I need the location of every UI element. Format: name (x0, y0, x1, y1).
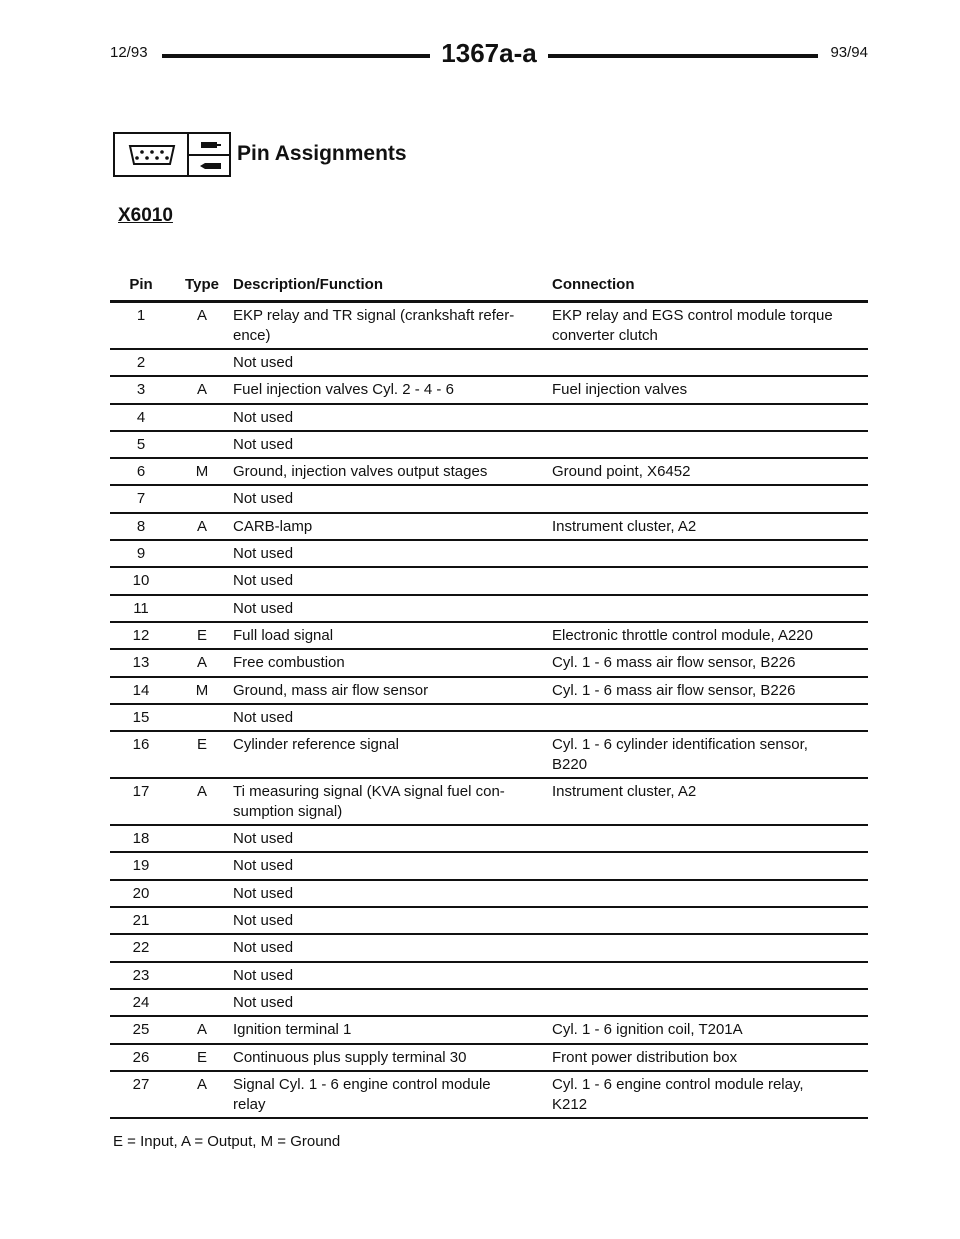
table-row (110, 678, 868, 705)
table-row (110, 541, 868, 568)
table-row (110, 405, 868, 432)
table-row (110, 881, 868, 908)
cell-pin: 20 (132, 884, 150, 902)
cell-description: Not used (233, 545, 294, 563)
cell-connection: Electronic throttle control module, A220 (552, 626, 813, 644)
cell-description: Signal Cyl. 1 - 6 engine control module relay (233, 1075, 491, 1113)
cell-connection: Instrument cluster, A2 (552, 517, 697, 535)
icon-box (113, 132, 231, 177)
cell-type: A (196, 517, 207, 535)
table-row (110, 963, 868, 990)
table-row (110, 935, 868, 962)
table-row (110, 596, 868, 623)
cell-pin: 9 (136, 545, 146, 563)
cell-pin: 26 (132, 1048, 150, 1066)
cell-pin: 27 (132, 1075, 150, 1093)
cell-pin: 8 (136, 517, 146, 535)
cell-connection: Cyl. 1 - 6 cylinder identification sensor, B220 (552, 736, 808, 774)
pin-table (110, 276, 868, 1119)
table-row (110, 779, 868, 826)
connector-id: X6010 (118, 205, 173, 226)
cell-type: M (195, 681, 209, 699)
table-row (110, 303, 868, 350)
cell-type: E (196, 1048, 207, 1066)
cell-description: EKP relay and TR signal (crankshaft refer- ence) (233, 307, 515, 344)
cell-pin: 22 (132, 939, 150, 957)
cell-connection: Cyl. 1 - 6 mass air flow sensor, B226 (552, 681, 796, 699)
cell-description: Ti measuring signal (KVA signal fuel con- sumption signal) (233, 783, 505, 821)
cell-type: A (196, 381, 207, 399)
cell-description: Ground, injection valves output stages (233, 463, 488, 481)
table-row (110, 350, 868, 377)
cell-connection: Instrument cluster, A2 (552, 783, 697, 801)
cell-pin: 24 (132, 993, 150, 1011)
cell-description: Not used (233, 966, 294, 984)
cell-description: Free combustion (233, 654, 345, 672)
table-row (110, 705, 868, 732)
table-row (110, 568, 868, 595)
pin-plug-icon (199, 136, 223, 176)
table-header (110, 276, 868, 303)
cell-connection: Cyl. 1 - 6 ignition coil, T201A (552, 1021, 743, 1039)
cell-pin: 1 (136, 307, 146, 324)
cell-description: Ground, mass air flow sensor (233, 681, 429, 699)
cell-pin: 13 (132, 654, 150, 672)
table-row (110, 1072, 868, 1119)
table-row (110, 514, 868, 541)
header-pin: Pin (129, 276, 153, 293)
cell-description: Fuel injection valves Cyl. 2 - 4 - 6 (233, 381, 454, 399)
cell-connection: Cyl. 1 - 6 mass air flow sensor, B226 (552, 654, 796, 672)
cell-type: E (196, 626, 207, 644)
cell-description: Not used (233, 993, 294, 1011)
cell-description: Not used (233, 830, 294, 848)
legend: E = Input, A = Output, M = Ground (113, 1133, 341, 1150)
cell-connection: EKP relay and EGS control module torque converter clutch (552, 307, 833, 344)
table-row (110, 650, 868, 677)
cell-pin: 2 (136, 354, 146, 371)
header-rule-right (548, 54, 818, 58)
cell-pin: 6 (136, 463, 146, 481)
table-row (110, 853, 868, 880)
cell-pin: 19 (132, 857, 150, 875)
cell-pin: 16 (132, 736, 150, 754)
cell-pin: 18 (132, 830, 150, 848)
cell-connection: Front power distribution box (552, 1048, 738, 1066)
table-row (110, 623, 868, 650)
document-number: 1367a-a (441, 38, 537, 68)
cell-description: Cylinder reference signal (233, 736, 399, 754)
cell-description: Not used (233, 354, 294, 371)
table-row (110, 1045, 868, 1072)
cell-type: A (196, 654, 207, 672)
page-header (110, 40, 868, 70)
table-row (110, 377, 868, 404)
cell-type: A (196, 1075, 207, 1093)
header-description: Description/Function (233, 276, 383, 293)
cell-description: CARB-lamp (233, 517, 313, 535)
table-row (110, 732, 868, 779)
cell-description: Continuous plus supply terminal 30 (233, 1048, 467, 1066)
cell-pin: 3 (136, 381, 146, 399)
cell-pin: 15 (132, 708, 150, 726)
header-connection: Connection (552, 276, 635, 293)
cell-description: Full load signal (233, 626, 334, 644)
table-row (110, 826, 868, 853)
cell-type: E (196, 736, 207, 754)
header-type: Type (185, 276, 219, 293)
cell-description: Not used (233, 884, 294, 902)
table-row (110, 908, 868, 935)
cell-pin: 12 (132, 626, 150, 644)
cell-type: A (196, 783, 207, 801)
header-date-right: 93/94 (830, 44, 868, 61)
cell-description: Not used (233, 572, 294, 590)
table-row (110, 459, 868, 486)
table-body (110, 303, 868, 1119)
connector-icon (127, 143, 177, 167)
cell-description: Not used (233, 408, 294, 426)
table-row (110, 432, 868, 459)
cell-connection: Cyl. 1 - 6 engine control module relay, K212 (552, 1075, 804, 1113)
cell-pin: 7 (136, 490, 146, 508)
cell-description: Not used (233, 939, 294, 957)
cell-description: Not used (233, 435, 294, 453)
table-row (110, 486, 868, 513)
cell-description: Not used (233, 490, 294, 508)
cell-pin: 14 (132, 681, 150, 699)
cell-description: Not used (233, 857, 294, 875)
cell-description: Not used (233, 912, 294, 930)
page-title: Pin Assignments (237, 142, 407, 165)
cell-connection: Fuel injection valves (552, 381, 688, 399)
cell-type: A (196, 1021, 207, 1039)
cell-type: M (195, 463, 209, 481)
cell-description: Ignition terminal 1 (233, 1021, 352, 1039)
cell-pin: 21 (132, 912, 150, 930)
cell-description: Not used (233, 599, 294, 617)
table-row (110, 990, 868, 1017)
cell-pin: 5 (136, 435, 146, 453)
cell-pin: 25 (132, 1021, 150, 1039)
cell-pin: 11 (133, 599, 149, 617)
table-row (110, 1017, 868, 1044)
cell-description: Not used (233, 708, 294, 726)
header-rule-left (162, 54, 430, 58)
cell-connection: Ground point, X6452 (552, 463, 691, 481)
cell-pin: 10 (132, 572, 150, 590)
cell-pin: 23 (132, 966, 150, 984)
cell-pin: 4 (136, 408, 146, 426)
header-date-left: 12/93 (110, 44, 148, 61)
cell-type: A (196, 307, 207, 324)
cell-pin: 17 (132, 783, 150, 801)
